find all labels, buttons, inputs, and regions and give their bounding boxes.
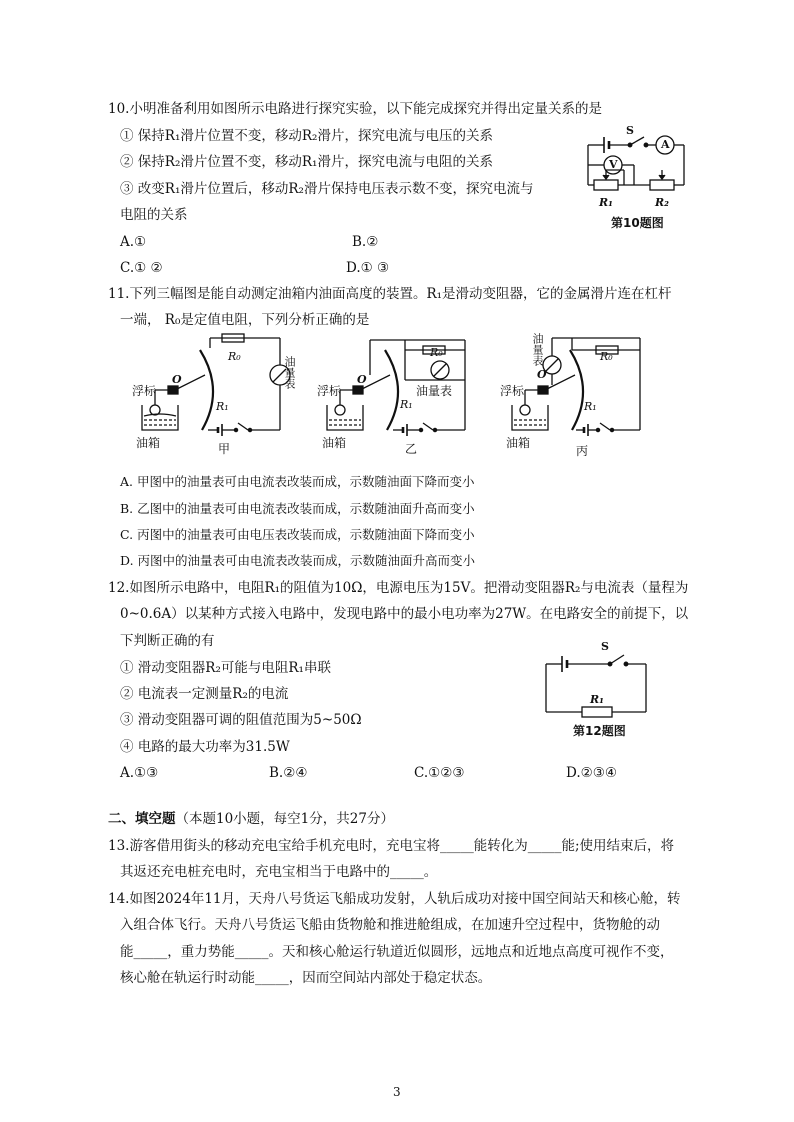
q11-bing-r0-label: R₀ — [600, 350, 613, 363]
q12-stem-line3: 下判断正确的有 — [120, 633, 215, 649]
q10-option-d: D.① ③ — [346, 260, 390, 276]
q11-jia-tank-label: 油箱 — [136, 436, 161, 450]
q10-item-1: ① 保持R₁滑片位置不变，移动R₂滑片，探究电流与电压的关系 — [120, 128, 493, 144]
section2-note: （本题10小题，每空1分，共27分） — [175, 811, 394, 827]
q10-label-a: A — [661, 138, 670, 151]
q10-option-a: A.① — [120, 234, 147, 250]
section2-heading — [108, 810, 394, 828]
q11-bing-o-label: O — [537, 368, 547, 381]
q12-option-a: A.①③ — [120, 765, 159, 781]
q10-label-v: V — [609, 158, 618, 171]
q12-stem-line1: 12.如图所示电路中，电阻R₁的阻值为10Ω，电源电压为15V。把滑动变阻器R₂与电流表（量程为 — [108, 580, 689, 596]
q10-item-3: ③ 改变R₁滑片位置后，移动R₂滑片保持电压表示数不变，探究电流与 — [120, 181, 534, 197]
q10-label-r1: R₁ — [599, 196, 613, 209]
page-number: 3 — [393, 1085, 401, 1099]
q10-option-c: C.① ② — [120, 260, 163, 276]
q11-option-d: D. 丙图中的油量表可由电流表改装而成，示数随油面升高而变小 — [120, 553, 476, 568]
q14-line2: 入组合体飞行。天舟八号货运飞船由货物舱和推进舱组成，在加速升空过程中，货物舱的动 — [120, 917, 660, 933]
q11-figure-jia — [130, 330, 310, 450]
q11-jia-r0-label: R₀ — [228, 350, 241, 363]
q11-yi-float-label: 浮标 — [317, 384, 342, 398]
q11-yi-r0-label: R₀ — [430, 346, 443, 359]
q12-circuit-figure — [540, 650, 655, 725]
q12-item-2: ② 电流表一定测量R₂的电流 — [120, 686, 289, 702]
q12-option-d: D.②③④ — [566, 765, 617, 781]
q11-option-b: B. 乙图中的油量表可由电流表改装而成，示数随油面升高而变小 — [120, 501, 475, 516]
q12-option-c: C.①②③ — [414, 765, 465, 781]
q11-stem-line1: 11.下列三幅图是能自动测定油箱内油面高度的装置。R₁是滑动变阻器，它的金属滑片连在杠杆 — [108, 286, 672, 302]
q10-option-b: B.② — [352, 234, 379, 250]
q12-stem-line2: 0~0.6A）以某种方式接入电路中，发现电路中的最小电功率为27W。在电路安全的前提下，以 — [120, 606, 689, 622]
q10-item-3-cont: 电阻的关系 — [120, 207, 188, 223]
q10-label-s: S — [626, 124, 634, 137]
q12-item-4: ④ 电路的最大功率为31.5W — [120, 739, 290, 755]
q14-line4: 核心舱在轨运行时动能_____，因而空间站内部处于稳定状态。 — [120, 970, 492, 986]
q11-figure-yi — [315, 330, 500, 450]
section2-title: 二、填空题 — [108, 811, 176, 827]
q11-bing-meter-label: 油量表 — [531, 333, 544, 366]
q13-line1: 13.游客借用街头的移动充电宝给手机充电时，充电宝将_____能转化为_____能;使用结束后，将 — [108, 838, 675, 854]
q14-line3: 能_____，重力势能_____。天和核心舱运行轨道近似圆形，远地点和近地点高度可视作不变， — [120, 944, 674, 960]
q12-item-3: ③ 滑动变阻器可调的阻值范围为5~50Ω — [120, 712, 362, 728]
q12-option-b: B.②④ — [269, 765, 308, 781]
q13-line2: 其返还充电桩充电时，充电宝相当于电路中的_____。 — [120, 864, 438, 880]
q12-label-r1: R₁ — [590, 693, 604, 706]
q11-yi-r1-label: R₁ — [400, 398, 413, 411]
q11-yi-tank-label: 油箱 — [322, 436, 347, 450]
q10-item-2: ② 保持R₂滑片位置不变，移动R₁滑片，探究电流与电阻的关系 — [120, 154, 493, 170]
q11-bing-r1-label: R₁ — [584, 400, 597, 413]
q11-jia-float-label: 浮标 — [132, 384, 157, 398]
q11-stem-line2: 一端， R₀是定值电阻，下列分析正确的是 — [120, 312, 370, 328]
q11-yi-o-label: O — [357, 373, 367, 386]
q12-label-s: S — [601, 640, 609, 653]
q10-stem: 10.小明准备利用如图所示电路进行探究实验，以下能完成探究并得出定量关系的是 — [108, 101, 602, 117]
q10-label-r2: R₂ — [655, 196, 669, 209]
q11-jia-meter-label: 油量表 — [283, 356, 296, 389]
q11-jia-name: 甲 — [218, 442, 231, 456]
q11-yi-meter-label: 油量表 — [416, 384, 453, 398]
q10-figure-caption: 第10题图 — [611, 216, 664, 230]
q11-option-a: A. 甲图中的油量表可由电流表改装而成，示数随油面下降而变小 — [120, 474, 475, 489]
q11-bing-float-label: 浮标 — [500, 384, 525, 398]
q11-bing-name: 丙 — [576, 444, 589, 458]
q11-yi-name: 乙 — [405, 442, 418, 456]
q11-bing-tank-label: 油箱 — [506, 436, 531, 450]
q12-figure-caption: 第12题图 — [573, 724, 626, 738]
q11-jia-o-label: O — [172, 373, 182, 386]
q14-line1: 14.如图2024年11月，天舟八号货运飞船成功发射，人轨后成功对接中国空间站天和核心舱，转 — [108, 891, 681, 907]
q11-jia-r1-label: R₁ — [216, 400, 229, 413]
q11-option-c: C. 丙图中的油量表可由电压表改装而成，示数随油面下降而变小 — [120, 527, 475, 542]
q12-item-1: ① 滑动变阻器R₂可能与电阻R₁串联 — [120, 660, 331, 676]
